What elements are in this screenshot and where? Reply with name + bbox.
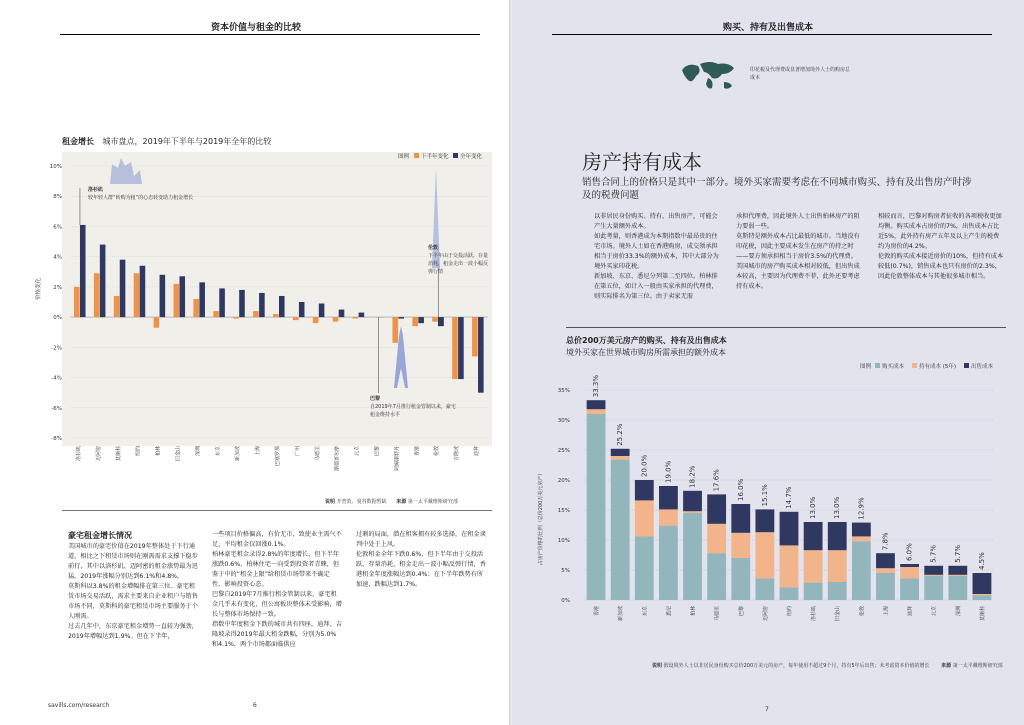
right-title: 房产持有成本	[582, 150, 702, 174]
cost-total-label: 14.7%	[785, 486, 793, 509]
rent-bar-h2	[432, 317, 438, 322]
rent-bar-h2	[313, 317, 319, 323]
cost-bar-segment	[683, 513, 702, 600]
annotation-paris-title: 巴黎	[370, 396, 381, 402]
annotation-london-text: 下半年由于交投活跃，存量消耗，租金走出一波小幅反弹行情	[428, 253, 489, 275]
rent-x-tick: 上海	[255, 446, 262, 457]
cost-bar-segment	[900, 564, 919, 567]
rent-bar-h2	[333, 317, 339, 322]
right-divider	[566, 327, 1006, 328]
cost-bar-segment	[924, 566, 943, 575]
cost-x-tick: 迪拜	[907, 606, 914, 617]
cost-bar-segment	[804, 550, 823, 582]
cost-bar-segment	[876, 553, 895, 568]
cost-bar-segment	[828, 550, 847, 582]
cost-bar-segment	[731, 533, 750, 558]
cost-x-tick: 东京	[642, 606, 649, 617]
cost-bar-segment	[611, 456, 630, 460]
rent-bar-full	[319, 304, 325, 318]
cost-bar-segment	[948, 575, 967, 576]
rent-note-label: 说明	[325, 499, 336, 505]
rent-bar-h2	[193, 299, 199, 317]
rent-x-tick: 阿姆斯特丹	[394, 446, 401, 472]
cost-y-tick: 25%	[557, 448, 570, 454]
cost-bar-segment	[659, 486, 678, 509]
rent-chart-title-bold: 租金增长	[62, 137, 94, 146]
rent-growth-chart	[0, 148, 512, 478]
left-header: 资本价值与租金的比较	[210, 23, 301, 33]
cost-bar-segment	[635, 536, 654, 600]
cost-x-tick: 伦敦	[859, 606, 866, 617]
rent-bar-full	[140, 266, 146, 317]
annotation-london-title: 伦敦	[428, 245, 439, 251]
rent-bar-full	[398, 317, 404, 319]
map-caption: 印花税及代理费或显著增加境外人士的购房总成本	[750, 67, 851, 81]
rent-y-tick: 4%	[53, 254, 62, 261]
rent-bar-h2	[114, 296, 120, 317]
rent-legend-h2: 下半年变化	[421, 154, 449, 160]
rent-bar-h2	[154, 317, 160, 328]
rent-x-tick: 莫斯科	[115, 446, 122, 462]
rent-source-text: 第一太平戴维斯研究部	[407, 499, 458, 505]
cost-bar-segment	[731, 504, 750, 533]
cost-source-text: 第一太平戴维斯研究部	[952, 663, 1003, 669]
cost-bar-segment	[707, 494, 726, 523]
rent-x-tick: 吉隆坡	[454, 446, 461, 462]
rent-x-tick: 迪拜	[474, 446, 481, 457]
rent-x-tick: 深圳	[195, 446, 202, 457]
cost-bar-segment	[635, 500, 654, 536]
rent-bar-full	[80, 225, 86, 317]
cost-bar-segment	[900, 578, 919, 600]
cost-total-label: 16.0%	[736, 478, 745, 501]
rent-x-tick: 广州	[294, 446, 301, 457]
cost-note-label: 说明	[652, 663, 663, 669]
cost-total-label: 13.0%	[809, 496, 818, 519]
cost-bar-segment	[852, 523, 871, 537]
right-body-col2: 承担代理费，因此境外人士出售柏林房产的阻力要弱一些。 莫斯特是额外成本占比最低的城市。当地没有印花税，因此主要成本发生在房产的持之时——要方须承担相当于房价3.5%的代理费。 美国城市的房产购买成本相对较低，但出售成本较高，主要因为代理费不菲，此外还要考虑持有成本。	[736, 213, 860, 290]
cost-x-tick: 上海	[883, 606, 890, 617]
rent-x-tick: 马德里	[314, 446, 321, 462]
rent-bar-full	[239, 290, 245, 317]
annotation-la-text: 较年轻人群“转购为租”的心态转变助力租金增长	[88, 195, 194, 201]
rent-bar-h2	[273, 314, 279, 317]
rent-bar-full	[299, 302, 305, 317]
left-page-number: 6	[253, 702, 257, 709]
cost-legend-swatch-hold	[912, 363, 917, 368]
cost-total-label: 12.9%	[857, 497, 866, 520]
cost-total-label: 13.0%	[833, 496, 842, 519]
rent-bar-h2	[233, 317, 239, 319]
rent-y-tick: -6%	[51, 405, 62, 412]
cost-bar-segment	[587, 409, 606, 414]
cost-x-tick: 香港	[594, 606, 601, 617]
cost-chart-subtitle: 境外买家在世界城市购房所需承担的额外成本	[566, 348, 726, 357]
rent-bar-full	[359, 313, 365, 318]
cost-y-tick: 30%	[557, 418, 570, 424]
rent-chart-note	[325, 498, 458, 505]
rent-y-tick: 2%	[53, 284, 62, 291]
cost-bar-segment	[876, 568, 895, 573]
cost-note-text: 假设境外人士以非居民身份购买总价200万美元的房产，每年使用不超过9个月，持有5年后出售；未考虑资本价值的增长	[663, 663, 930, 669]
cost-bar-segment	[900, 567, 919, 578]
cost-legend-hold: 持有成本 (5年)	[919, 364, 957, 370]
rent-x-tick: 柏林	[155, 446, 162, 457]
cost-x-tick: 悉尼	[666, 606, 673, 617]
rent-y-tick: -2%	[51, 345, 62, 352]
left-header-rule	[60, 34, 480, 35]
cost-total-label: 15.1%	[760, 484, 769, 507]
rent-bar-full	[339, 310, 345, 318]
cost-bar-segment	[635, 480, 654, 500]
rent-x-tick: 巴黎	[374, 446, 381, 457]
cost-y-tick: 5%	[561, 568, 570, 574]
cost-bar-segment	[755, 509, 774, 532]
rent-x-tick: 北京	[354, 446, 361, 457]
cost-legend-swatch-sell	[964, 363, 969, 368]
cost-bar-segment	[852, 536, 871, 541]
cost-bar-segment	[973, 573, 992, 594]
rent-bar-full	[259, 293, 265, 317]
cost-total-label: 20.0%	[640, 454, 649, 477]
rent-bar-h2	[174, 284, 180, 317]
rent-bar-full	[438, 317, 444, 326]
cost-legend-label: 图例	[860, 364, 872, 370]
cost-total-label: 5.7%	[929, 545, 938, 563]
cost-bar-segment	[659, 509, 678, 525]
cost-bar-segment	[707, 553, 726, 600]
rent-legend-full: 全年变化	[460, 154, 483, 160]
cost-total-label: 17.6%	[712, 469, 721, 492]
right-page	[512, 0, 1024, 725]
cost-x-tick: 深圳	[955, 606, 962, 617]
rent-bar-h2	[253, 311, 259, 317]
right-body-col3: 相较而言，巴黎对购房者征收的各项税收更加均衡。购买成本占房价的7%，出售成本占比近5%，此外持有房产五年及以上产生的税费约为房价的4.2%。 伦敦的购买成本接近房价的10%，但持有成本较低(0.7%)，销售成本也只有房价的2.3%，因此伦敦整体成本与其他很多城市相当。	[878, 213, 1004, 280]
rent-legend-swatch-h2	[414, 153, 419, 158]
cost-total-label: 19.0%	[664, 460, 673, 483]
rent-bar-h2	[293, 317, 299, 320]
rent-x-tick: 香港	[414, 446, 421, 457]
rent-x-tick: 纽约	[135, 446, 142, 457]
cost-x-tick: 纽约	[787, 606, 793, 617]
annotation-paris	[370, 395, 460, 419]
rent-x-tick: 伦敦	[434, 446, 441, 457]
rent-x-tick: 洛杉矶	[75, 446, 82, 462]
ownership-cost-chart	[512, 358, 1024, 648]
cost-bar-segment	[973, 594, 992, 595]
annotation-paris-text: 自2019年7月推行租金管制以来，豪宅租金维持水平	[370, 404, 456, 418]
rent-bar-full	[219, 288, 225, 317]
cost-total-label: 25.2%	[616, 423, 625, 446]
rent-bar-full	[160, 275, 166, 317]
cost-y-axis-label: 占房产价格的比例（总价200万美元房产）	[538, 470, 544, 566]
rent-source-label: 来源	[396, 499, 407, 505]
cost-bar-segment	[973, 595, 992, 600]
rent-x-tick: 新加坡	[235, 446, 242, 462]
rent-y-tick: 8%	[53, 194, 62, 201]
cost-total-label: 6.0%	[905, 543, 914, 561]
rent-x-tick: 迈阿密	[95, 446, 102, 462]
cost-bar-segment	[611, 460, 630, 600]
right-header-rule	[552, 34, 992, 35]
cost-total-label: 18.2%	[688, 465, 697, 488]
rent-x-tick: 东京	[215, 446, 222, 457]
section-title: 豪宅租金增长情况	[68, 531, 132, 540]
rent-bar-full	[279, 296, 285, 317]
cost-bar-segment	[780, 545, 799, 587]
cost-bar-segment	[780, 512, 799, 546]
rent-chart-title	[62, 136, 271, 147]
cost-bar-segment	[683, 491, 702, 511]
rent-y-tick: -4%	[51, 375, 62, 382]
cost-bar-segment	[611, 449, 630, 456]
cost-bar-segment	[876, 573, 895, 600]
rent-bar-h2	[213, 311, 219, 317]
cost-x-tick: 旧金山	[835, 606, 842, 622]
cost-x-tick: 新加坡	[618, 606, 625, 622]
rent-bar-full	[199, 282, 205, 317]
cost-bar-segment	[828, 522, 847, 550]
cost-y-tick: 35%	[557, 388, 570, 394]
cost-x-tick: 马德里	[714, 606, 721, 622]
rent-x-tick: 巴塞罗那	[275, 446, 281, 467]
cost-total-label: 5.7%	[953, 545, 962, 563]
annotation-london	[428, 244, 490, 276]
cost-x-tick: 莫斯科	[979, 606, 986, 622]
rent-y-tick: 10%	[49, 164, 62, 170]
rent-bar-h2	[94, 273, 100, 317]
cost-bar-segment	[804, 583, 823, 600]
left-body-col3: 过剩的局面，潜在租客拥有较多选择，在租金谈判中处于上风。 伦敦租金全年下跌0.6%，但下半年由于交投活跃，存量消耗，租金走出一波小幅反弹行情，香港租金年度涨幅达到0.4%；在下半年跌势有所加速，跌幅达到1.7%。	[356, 531, 486, 588]
cost-y-tick: 0%	[561, 598, 570, 604]
cost-total-label: 7.8%	[881, 532, 890, 551]
right-page-number: 7	[765, 706, 769, 713]
cost-total-label: 4.5%	[977, 552, 986, 570]
cost-bar-segment	[587, 400, 606, 409]
rent-y-axis-label: 价格变化	[36, 277, 42, 300]
cost-chart-note	[652, 662, 1003, 669]
right-body-col1: 以非居民身份购买、持有、出售房产，可能会产生大量额外成本。 如此考量，则香港成为本期指数中最昂贵的住宅市场。境外人士如在香港购房，成交须承担相当于房价33.3%的额外成本，其中大部分为境外买家印花税。 新加坡、东京、悉尼分列第二至四位。柏林排在第五位，如计入一般由买家承担的代理费，则实际排名为第三位。由于卖家无需	[594, 213, 719, 300]
cost-bar-segment	[731, 558, 750, 600]
cost-bar-segment	[804, 522, 823, 550]
cost-legend-swatch-buy	[875, 363, 880, 368]
cost-x-tick: 迈阿密	[762, 606, 769, 622]
cost-bar-segment	[587, 414, 606, 600]
cost-bar-segment	[924, 575, 943, 576]
rent-y-tick: -8%	[51, 436, 62, 442]
cost-y-tick: 15%	[557, 508, 570, 514]
cost-bar-segment	[828, 582, 847, 600]
world-map-icon	[678, 58, 738, 94]
rent-note-text: 开普敦、曼谷数据暂缺	[336, 499, 387, 505]
cost-y-tick: 10%	[557, 538, 570, 544]
cost-y-tick: 20%	[557, 478, 570, 484]
cost-bar-segment	[924, 576, 943, 600]
cost-bar-segment	[755, 532, 774, 578]
right-subtitle: 销售合同上的价格只是其中一部分。境外买家需要考虑在不同城市购买、持有及出售房产时涉及的税费问题	[582, 177, 972, 201]
cost-chart-title: 总价200万美元房产的购买、持有及出售成本	[566, 336, 727, 345]
footer-url: savills.com/research	[48, 702, 110, 709]
rent-legend-label: 图例	[398, 154, 410, 160]
cost-bar-segment	[755, 578, 774, 600]
right-header: 购买、持有及出售成本	[722, 23, 813, 33]
rent-bar-full	[478, 317, 484, 393]
cost-x-tick: 洛杉矶	[811, 606, 818, 622]
rent-x-tick: 斯德哥尔摩	[334, 446, 341, 472]
rent-bar-h2	[412, 317, 418, 326]
rent-y-tick: 0%	[53, 315, 62, 322]
cost-bar-segment	[852, 541, 871, 600]
annotation-los-angeles	[88, 186, 196, 202]
cost-x-tick: 巴黎	[738, 606, 745, 617]
cost-source-label: 来源	[941, 663, 952, 669]
rent-x-tick: 旧金山	[175, 446, 182, 462]
rent-bar-full	[418, 317, 424, 323]
rent-bar-h2	[353, 317, 359, 319]
rent-bar-h2	[392, 317, 398, 343]
cost-total-label: 33.3%	[592, 374, 601, 398]
rent-bar-h2	[452, 317, 458, 379]
rent-bar-full	[100, 245, 106, 318]
cost-bar-segment	[683, 511, 702, 513]
cost-bar-segment	[659, 526, 678, 600]
rent-bar-h2	[134, 273, 140, 317]
cost-x-tick: 柏林	[690, 606, 697, 617]
left-body-col2: 一些项目价格偏高，有价无市，致使业主需气不足，平均租金仅回涨0.1%。 柏林豪宅租金录得2.8%的年度增长，但下半年涨跌0.6%，柏林住宅一向受到投资者青睐，但鉴于中的“租金上限”给租赁市场带来不确定性，影响投资心态。 巴黎自2019年7月推行租金管制以来，豪宅租金几乎未有变化，但公寓板块整体未受影响，增长与整体市场保持一致。 指数中年度租金下跌的城市共有四座，迪拜、吉隆坡录得2019年最大租金跌幅，分别为5.0%和4.1%，两个市场都面临供应	[212, 531, 342, 648]
left-body-col1: 美国城市的豪宅价值在2019年整体处于下行通道，相比之下租赁市场则在刚需需求支撑下稳步前行，其中以洛杉矶、迈阿密的租金涨势最为迅猛，2019年涨幅分别达到6.1%和4.8%。 莫斯科以3.8%的租金增幅排在第三位。豪宅租赁市场交易活跃，需求主要来自企业租户与销售市场不同，莫斯科的豪宅租赁市场主要服务于个人刚需。 过去几年中，东京豪宅租金增势一直较为强劲，2019年增幅达到1.9%。但在下半年，	[68, 543, 198, 640]
cost-bar-segment	[948, 566, 967, 575]
rent-chart-title-rest: 城市盘点，2019年下半年与2019年全年的比较	[102, 137, 272, 146]
rent-y-tick: 6%	[53, 224, 62, 231]
annotation-la-title: 洛杉矶	[88, 187, 104, 193]
cost-bar-segment	[948, 576, 967, 600]
rent-bar-full	[120, 260, 126, 317]
rent-bar-full	[179, 276, 185, 317]
cost-x-tick: 北京	[931, 606, 938, 617]
left-divider	[62, 510, 492, 511]
cost-bar-segment	[707, 524, 726, 553]
rent-bar-full	[458, 317, 464, 379]
cost-legend-sell: 出售成本	[971, 364, 994, 370]
cost-legend-buy: 购买成本	[882, 364, 905, 370]
rent-legend-swatch-full	[453, 153, 458, 158]
rent-bar-h2	[472, 317, 478, 356]
rent-bar-h2	[74, 287, 80, 317]
cost-bar-segment	[780, 587, 799, 600]
